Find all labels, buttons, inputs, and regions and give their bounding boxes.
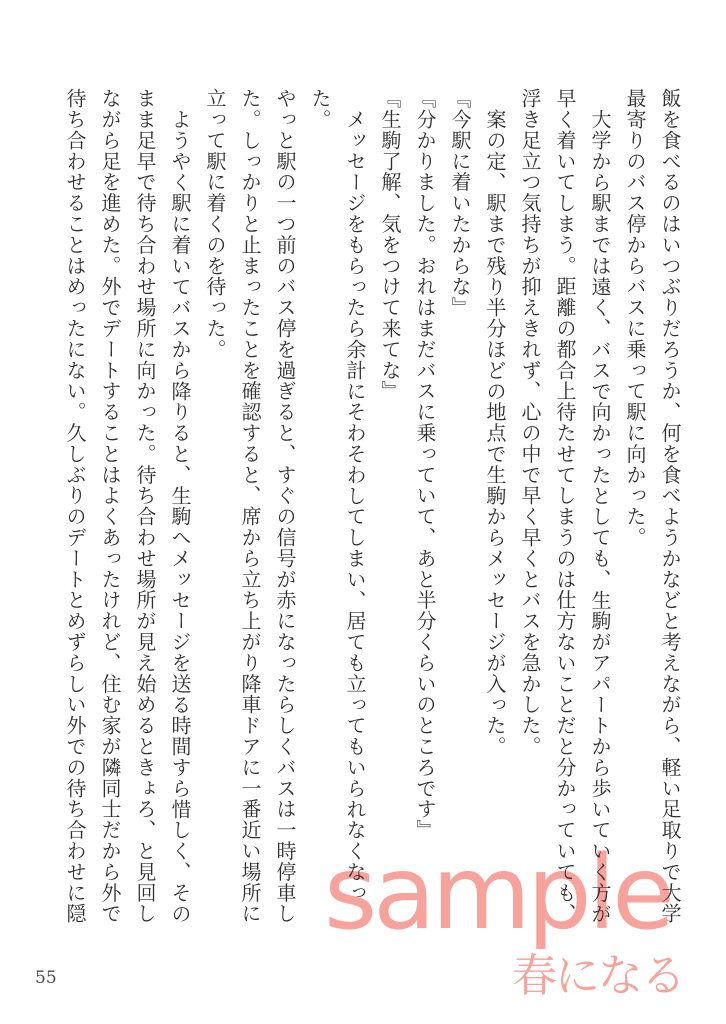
text-line: 最寄りのバス停からバスに乗って駅に向かった。 — [623, 88, 647, 548]
text-line: 『生駒了解、気をつけて来てな』 — [378, 88, 402, 402]
text-line: 大学から駅までは遠く、バスで向かったとしても、生駒がアパートから歩いていく方が — [588, 109, 612, 925]
text-line: 案の定、駅まで残り半分ほどの地点で生駒からメッセージが入った。 — [483, 109, 507, 757]
text-line: 待ち合わせることはめったにない。久しぶりのデートとめずらしい外での待ち合わせに隠 — [63, 88, 87, 924]
text-line: た。しっかりと止まったことを確認すると、席から立ち上がり降車ドアに一番近い場所に — [238, 88, 262, 924]
page-number: 55 — [35, 968, 57, 988]
text-line: 立って駅に着くのを待った。 — [203, 88, 227, 360]
text-line: まま足早で待ち合わせ場所に向かった。待ち合わせ場所が見え始めるときょろ、と見回し — [133, 88, 157, 924]
text-line: やっと駅の一つ前のバス停を過ぎると、すぐの信号が赤になったらしくバスは一時停車し — [273, 88, 297, 924]
text-line: メッセージをもらったら余計にそわそわしてしまい、居ても立ってもいられなくなった。 — [308, 88, 367, 904]
text-line: ながら足を進めた。外でデートすることはよくあったけれど、住む家が隣同士だから外で — [98, 88, 122, 924]
text-line: 浮き足立つ気持ちが抑えきれず、心の中で早く早くとバスを急かした。 — [518, 88, 542, 757]
text-line: 飯を食べるのはいつぶりだろうか、何を食べようかなどと考えながら、軽い足取りで大学 — [658, 88, 682, 924]
title-watermark: 春になる — [512, 949, 685, 1002]
vertical-text-block — [63, 88, 687, 936]
text-line: 『今駅に着いたからな』 — [448, 88, 472, 318]
text-line: 早く着いてしまう。距離の都合上待たせてしまうのは仕方ないことだと分かっていても、 — [553, 88, 577, 924]
sample-watermark: sample — [324, 834, 671, 953]
text-line: ようやく駅に着いてバスから降りると、生駒へメッセージを送る時間すら惜しく、その — [168, 109, 192, 925]
text-line: 『分かりました。おれはまだバスに乗っていて、あと半分くらいのところです』 — [413, 88, 437, 841]
